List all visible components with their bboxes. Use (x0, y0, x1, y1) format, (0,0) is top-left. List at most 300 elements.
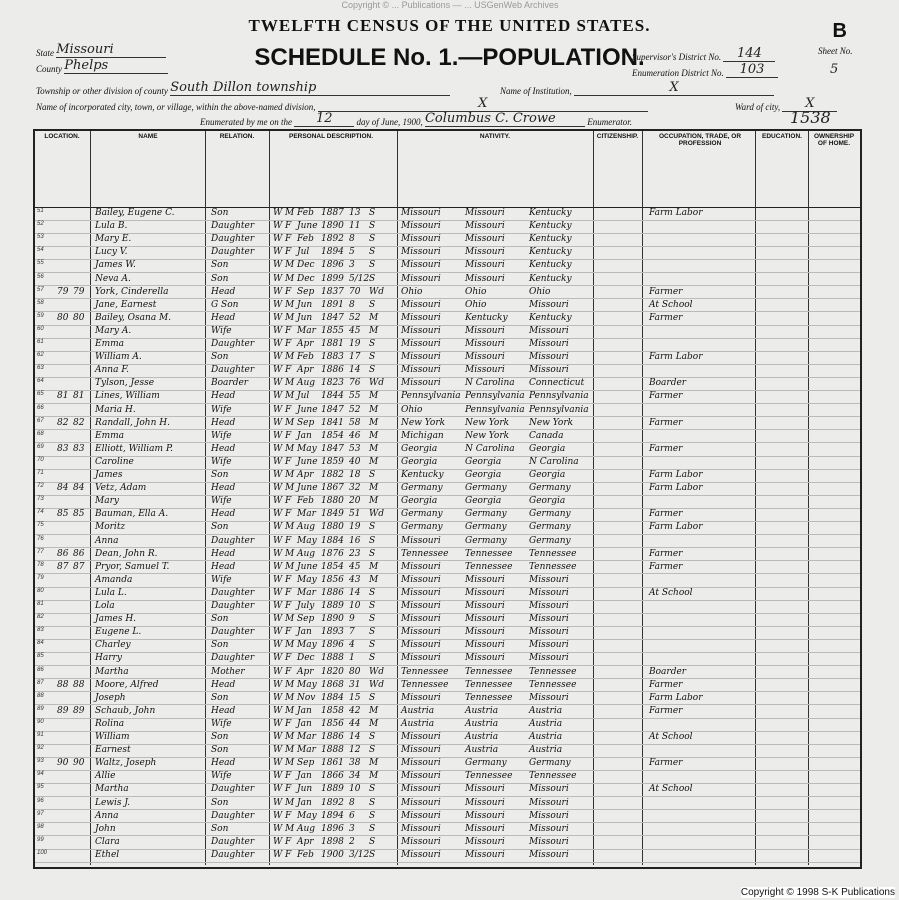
color: W (273, 601, 283, 611)
person-name: Bailey, Osana M. (95, 312, 172, 323)
sex: M (285, 417, 295, 428)
line-number: 97 (37, 810, 44, 817)
line-number: 94 (37, 771, 44, 778)
occupation: Boarder (649, 378, 687, 389)
person-name: William A. (95, 352, 142, 363)
person-name: Emma (95, 339, 125, 349)
sex: M (285, 483, 295, 494)
occupation: Farm Labor (649, 208, 703, 218)
person-name: Caroline (95, 456, 134, 467)
birthplace: Missouri (401, 601, 441, 611)
marital-status: M (369, 430, 379, 441)
sex: M (285, 823, 295, 834)
table-row (35, 470, 860, 483)
birthplace: Austria (401, 718, 435, 729)
birth-year: 1886 (321, 587, 344, 598)
line-number: 78 (37, 561, 44, 568)
age: 34 (349, 771, 361, 782)
birth-year: 1899 (321, 273, 344, 284)
mother-birthplace: Missouri (529, 692, 569, 703)
birth-year: 1882 (321, 470, 344, 480)
color: W (273, 627, 283, 638)
watermark: Copyright © ... Publications — ... USGenWeb Archives (341, 0, 559, 10)
age: 58 (349, 417, 361, 428)
person-name: John (95, 823, 116, 834)
marital-status: S (369, 535, 376, 546)
birthplace: Missouri (401, 352, 441, 363)
birthplace: Missouri (401, 325, 441, 336)
marital-status: M (369, 391, 379, 402)
sex: M (285, 705, 295, 716)
dwelling-number: 86 (57, 548, 69, 559)
father-birthplace: Germany (465, 483, 507, 494)
birth-month: Jul (297, 247, 310, 258)
birthplace: Missouri (401, 692, 441, 703)
person-name: Tylson, Jesse (95, 378, 155, 389)
birth-year: 1854 (321, 561, 344, 572)
occupation: Boarder (649, 666, 687, 677)
sex: M (285, 312, 295, 323)
age: 14 (349, 365, 361, 376)
line-number: 96 (37, 797, 44, 804)
relation: Head (211, 679, 236, 690)
sex: M (285, 391, 295, 402)
person-name: Lucy V. (95, 247, 128, 258)
birth-year: 1889 (321, 601, 344, 611)
birthplace: Missouri (401, 234, 441, 245)
color: W (273, 443, 283, 454)
father-birthplace: Missouri (465, 574, 505, 585)
line-number: 82 (37, 614, 44, 621)
color: W (273, 286, 283, 297)
township-field (36, 80, 450, 96)
relation: G Son (211, 299, 239, 310)
relation: Wife (211, 456, 232, 467)
father-birthplace: Austria (465, 732, 499, 742)
birth-year: 1854 (321, 430, 344, 441)
birth-month: Feb (297, 496, 314, 507)
relation: Daughter (211, 587, 255, 598)
birth-year: 1876 (321, 548, 344, 559)
birth-year: 1837 (321, 286, 344, 297)
age: 52 (349, 312, 361, 323)
birth-year: 1880 (321, 496, 344, 507)
family-number: 89 (73, 705, 85, 716)
person-name: Allie (95, 771, 116, 782)
table-row (35, 391, 860, 404)
birth-year: 1866 (321, 771, 344, 782)
relation: Boarder (211, 378, 249, 389)
institution-label: Name of Institution, (500, 86, 572, 96)
state-value: Missouri (56, 42, 166, 58)
birthplace: Missouri (401, 784, 441, 795)
relation: Daughter (211, 849, 255, 860)
line-number: 71 (37, 470, 44, 476)
birth-year: 1887 (321, 208, 344, 218)
dwelling-number: 79 (57, 286, 69, 297)
occupation: At School (649, 784, 693, 795)
sex: F (285, 653, 292, 664)
birth-year: 1892 (321, 234, 344, 245)
person-name: James (95, 470, 123, 480)
mother-birthplace: Missouri (529, 601, 569, 611)
relation: Son (211, 692, 229, 703)
township-value: South Dillon township (170, 80, 450, 96)
birthplace: Pennsylvania (401, 391, 461, 402)
line-number: 83 (37, 627, 44, 634)
father-birthplace: N Carolina (465, 378, 515, 389)
marital-status: S (369, 732, 376, 742)
table-row (35, 653, 860, 666)
color: W (273, 784, 283, 795)
color: W (273, 509, 283, 520)
age: 23 (349, 548, 361, 559)
birth-month: June (297, 404, 318, 415)
line-number: 58 (37, 299, 44, 306)
age: 53 (349, 443, 361, 454)
age: 80 (349, 666, 361, 677)
person-name: Earnest (95, 745, 131, 756)
age: 43 (349, 574, 361, 585)
birth-month: Dec (297, 653, 315, 664)
occupation: Farm Labor (649, 470, 703, 480)
person-name: Elliott, William P. (95, 443, 174, 454)
table-row (35, 758, 860, 771)
person-name: Lines, William (95, 391, 160, 402)
family-number: 82 (73, 417, 85, 428)
birthplace: Georgia (401, 443, 438, 454)
age: 10 (349, 601, 361, 611)
sex: F (285, 234, 292, 245)
mother-birthplace: Missouri (529, 849, 569, 860)
marital-status: M (369, 561, 379, 572)
dwelling-number: 83 (57, 443, 69, 454)
mother-birthplace: Missouri (529, 797, 569, 808)
line-number: 86 (37, 666, 44, 673)
person-name: Anna (95, 535, 119, 546)
age: 46 (349, 430, 361, 441)
sex: F (285, 810, 292, 821)
mother-birthplace: Tennessee (529, 561, 577, 572)
sex: F (285, 771, 292, 782)
birth-month: Sep (297, 758, 315, 769)
table-row (35, 483, 860, 496)
birth-year: 1896 (321, 640, 344, 651)
marital-status: M (369, 771, 379, 782)
enumeration-label: Enumeration District No. (632, 68, 724, 78)
age: 10 (349, 784, 361, 795)
line-number: 55 (37, 260, 44, 267)
color: W (273, 732, 283, 742)
birth-year: 1858 (321, 705, 344, 716)
person-name: James W. (95, 260, 136, 271)
sex: F (285, 430, 292, 441)
page-stamp: 1538 (790, 108, 831, 127)
dwelling-number: 89 (57, 705, 69, 716)
father-birthplace: Missouri (465, 601, 505, 611)
table-row (35, 365, 860, 378)
birth-month: Jan (297, 718, 312, 729)
age: 12 (349, 745, 361, 756)
father-birthplace: Missouri (465, 614, 505, 625)
birth-month: May (297, 574, 317, 585)
age: 42 (349, 705, 361, 716)
relation: Son (211, 745, 229, 756)
father-birthplace: Tennessee (465, 561, 513, 572)
age: 5/12 (349, 273, 370, 284)
family-number: 80 (73, 312, 85, 323)
birthplace: Missouri (401, 260, 441, 271)
person-name: Maria H. (95, 404, 136, 415)
father-birthplace: New York (465, 417, 510, 428)
birth-month: Apr (297, 339, 314, 349)
relation: Son (211, 797, 229, 808)
birth-year: 1884 (321, 692, 344, 703)
enumerated-label: Enumerated by me on the (200, 117, 292, 127)
dwelling-number: 90 (57, 758, 69, 769)
father-birthplace: N Carolina (465, 443, 515, 454)
birth-month: Aug (297, 548, 316, 559)
line-number: 84 (37, 640, 44, 647)
relation: Son (211, 470, 229, 480)
marital-status: M (369, 574, 379, 585)
age: 14 (349, 587, 361, 598)
person-name: William (95, 732, 130, 742)
birth-year: 1886 (321, 732, 344, 742)
schedule-title: SCHEDULE No. 1.—POPULATION. (254, 44, 645, 71)
color: W (273, 758, 283, 769)
birth-year: 1820 (321, 666, 344, 677)
table-row (35, 850, 860, 863)
column-headers (35, 131, 860, 208)
marital-status: S (369, 352, 376, 363)
marital-status: S (369, 784, 376, 795)
marital-status: M (369, 443, 379, 454)
color: W (273, 430, 283, 441)
line-number: 88 (37, 692, 44, 699)
table-row (35, 457, 860, 470)
relation: Daughter (211, 810, 255, 821)
mother-birthplace: Pennsylvania (529, 391, 589, 402)
marital-status: M (369, 483, 379, 494)
age: 15 (349, 692, 361, 703)
mother-birthplace: Germany (529, 509, 571, 520)
table-row (35, 509, 860, 522)
color: W (273, 679, 283, 690)
person-name: Randall, John H. (95, 417, 170, 428)
table-row (35, 522, 860, 535)
relation: Daughter (211, 653, 255, 664)
relation: Son (211, 260, 229, 271)
mother-birthplace: Missouri (529, 653, 569, 664)
age: 44 (349, 718, 361, 729)
mother-birthplace: Missouri (529, 325, 569, 336)
color: W (273, 247, 283, 258)
person-name: Waltz, Joseph (95, 758, 157, 769)
person-name: Jane, Earnest (95, 299, 157, 310)
mother-birthplace: Ohio (529, 286, 551, 297)
age: 45 (349, 561, 361, 572)
birth-year: 1894 (321, 810, 344, 821)
father-birthplace: Missouri (465, 849, 505, 860)
sex: M (285, 273, 295, 284)
birth-month: Jun (297, 784, 313, 795)
sex: F (285, 836, 292, 847)
township-label: Township or other division of county (36, 86, 168, 96)
color: W (273, 810, 283, 821)
birth-month: June (297, 221, 318, 232)
person-name: Lola (95, 601, 115, 611)
father-birthplace: Missouri (465, 797, 505, 808)
person-name: Moore, Alfred (95, 679, 159, 690)
birth-month: Aug (297, 378, 316, 389)
age: 31 (349, 679, 361, 690)
birthplace: Missouri (401, 339, 441, 349)
mother-birthplace: Kentucky (529, 273, 572, 284)
line-number: 91 (37, 732, 44, 738)
birth-month: Mar (297, 325, 316, 336)
age: 40 (349, 456, 361, 467)
father-birthplace: Missouri (465, 640, 505, 651)
birth-month: Feb (297, 352, 314, 363)
table-row (35, 496, 860, 509)
birth-month: June (297, 456, 318, 467)
line-number: 93 (37, 758, 44, 765)
color: W (273, 535, 283, 546)
birth-month: Mar (297, 587, 316, 598)
father-birthplace: Missouri (465, 325, 505, 336)
relation: Daughter (211, 627, 255, 638)
sheet-letter: B (832, 20, 847, 42)
age: 11 (349, 221, 361, 232)
mother-birthplace: Kentucky (529, 312, 572, 323)
birth-month: Mar (297, 732, 316, 742)
person-name: York, Cinderella (95, 286, 169, 297)
birth-month: Jan (297, 705, 312, 716)
marital-status: Wd (369, 378, 385, 389)
sex: F (285, 325, 292, 336)
relation: Daughter (211, 784, 255, 795)
mother-birthplace: Missouri (529, 614, 569, 625)
mother-birthplace: Missouri (529, 352, 569, 363)
col-relation: RELATION. (219, 133, 255, 140)
birth-month: Jun (297, 299, 313, 310)
table-row (35, 313, 860, 326)
marital-status: S (369, 640, 376, 651)
ward-label: Ward of city, (735, 102, 781, 112)
birth-year: 1888 (321, 745, 344, 756)
mother-birthplace: Tennessee (529, 771, 577, 782)
person-name: Dean, John R. (95, 548, 158, 559)
marital-status: S (369, 587, 376, 598)
birthplace: Germany (401, 483, 443, 494)
enumerated-field (200, 111, 632, 127)
age: 32 (349, 483, 361, 494)
table-row (35, 667, 860, 680)
line-number: 89 (37, 705, 44, 712)
sex: M (285, 797, 295, 808)
birthplace: Missouri (401, 365, 441, 376)
family-number: 86 (73, 548, 85, 559)
birth-month: Aug (297, 522, 316, 533)
table-row (35, 575, 860, 588)
mother-birthplace: Austria (529, 705, 563, 716)
father-birthplace: Tennessee (465, 771, 513, 782)
birth-year: 1847 (321, 443, 344, 454)
table-row (35, 536, 860, 549)
birthplace: Missouri (401, 758, 441, 769)
birth-year: 1855 (321, 325, 344, 336)
col-ownership: OWNERSHIP OF HOME. (813, 133, 855, 147)
birth-month: Jun (297, 312, 313, 323)
marital-status: S (369, 299, 376, 310)
mother-birthplace: Germany (529, 758, 571, 769)
color: W (273, 771, 283, 782)
father-birthplace: Tennessee (465, 548, 513, 559)
age: 19 (349, 339, 361, 349)
table-row (35, 811, 860, 824)
marital-status: S (369, 470, 376, 480)
marital-status: Wd (369, 679, 385, 690)
birth-month: Dec (297, 260, 315, 271)
age: 16 (349, 535, 361, 546)
sex: M (285, 679, 295, 690)
line-number: 64 (37, 378, 44, 385)
marital-status: M (369, 404, 379, 415)
birth-month: Apr (297, 365, 314, 376)
relation: Head (211, 758, 236, 769)
person-name: Bailey, Eugene C. (95, 208, 175, 218)
mother-birthplace: N Carolina (529, 456, 579, 467)
line-number: 75 (37, 522, 44, 529)
mother-birthplace: Austria (529, 718, 563, 729)
age: 70 (349, 286, 361, 297)
relation: Head (211, 391, 236, 402)
person-name: Lewis J. (95, 797, 131, 808)
mother-birthplace: Missouri (529, 810, 569, 821)
relation: Head (211, 561, 236, 572)
birthplace: Missouri (401, 771, 441, 782)
sex: F (285, 535, 292, 546)
line-number: 76 (37, 535, 44, 542)
state-field (36, 42, 166, 58)
father-birthplace: Germany (465, 509, 507, 520)
birthplace: Tennessee (401, 679, 449, 690)
mother-birthplace: Pennsylvania (529, 404, 589, 415)
age: 18 (349, 470, 361, 480)
age: 3/12 (349, 849, 370, 860)
birth-month: Apr (297, 836, 314, 847)
table-row (35, 745, 860, 758)
marital-status: M (369, 312, 379, 323)
marital-status: S (369, 745, 376, 756)
birth-year: 1896 (321, 823, 344, 834)
color: W (273, 339, 283, 349)
relation: Wife (211, 404, 232, 415)
age: 17 (349, 352, 361, 363)
birth-month: Mar (297, 509, 316, 520)
color: W (273, 312, 283, 323)
mother-birthplace: Missouri (529, 299, 569, 310)
color: W (273, 653, 283, 664)
birth-month: Mar (297, 745, 316, 756)
col-location: LOCATION. (44, 133, 80, 140)
relation: Mother (211, 666, 245, 677)
birth-month: May (297, 679, 317, 690)
line-number: 98 (37, 823, 44, 830)
dwelling-number: 84 (57, 483, 69, 494)
father-birthplace: Missouri (465, 587, 505, 598)
